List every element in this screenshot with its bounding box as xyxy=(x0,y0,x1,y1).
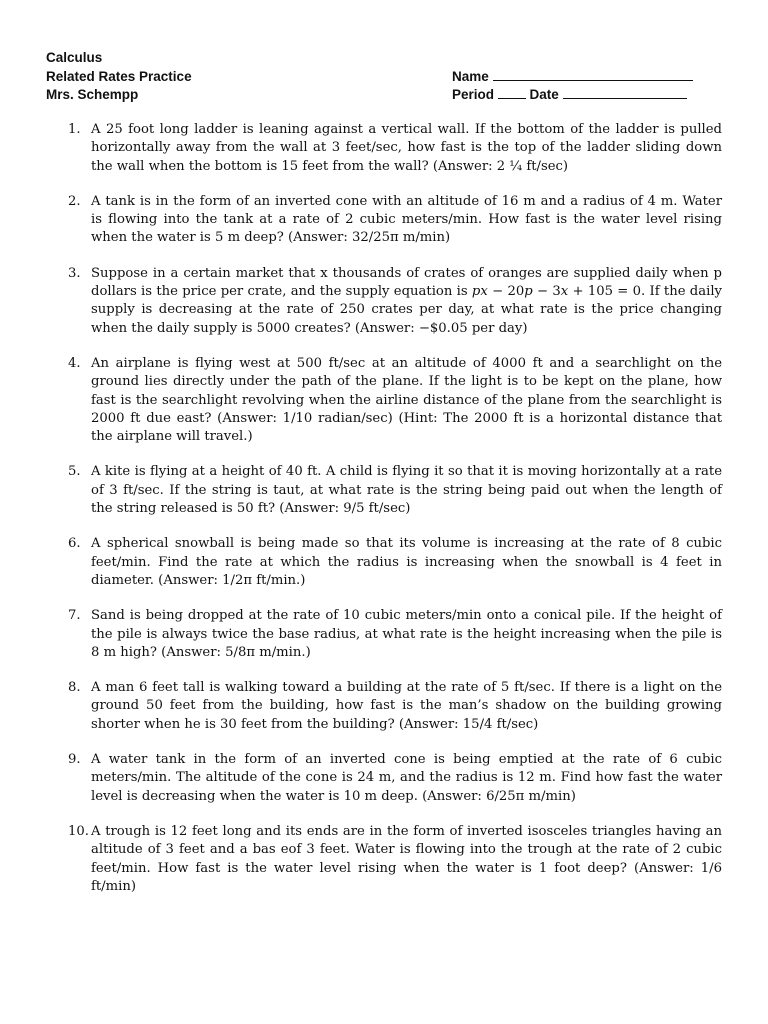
problem-number: 6. xyxy=(68,536,81,552)
problem-text: Sand is being dropped at the rate of 10 cubic meters/min onto a conical pile. If the height of the pile is always twice the base radius, at what rate is the height increasing when the pile is 8 m high? (Answer: 5/8π m/min.) xyxy=(91,608,722,660)
problem-number: 1. xyxy=(68,122,81,137)
problem-number: 10. xyxy=(68,823,89,839)
problem-number: 7. xyxy=(68,608,81,624)
problem-item xyxy=(46,193,722,248)
problem-text: A spherical snowball is being made so that its volume is increasing at the rate of 8 cubic feet/min. Find the rate at which the radius is increasing when the snowball is 4 feet in diameter. (Answer: 1/2π ft/min.) xyxy=(91,536,722,588)
period-blank[interactable] xyxy=(498,86,526,99)
teacher-name: Mrs. Schempp xyxy=(46,87,139,102)
problem-item xyxy=(46,823,722,896)
problem-text: A water tank in the form of an inverted cone is being emptied at the rate of 6 cubic meters/min. The altitude of the cone is 24 m, and the radius is 12 m. Find how fast the water level is decreasing when the water is 10 m deep. (Answer: 6/25π m/min) xyxy=(91,752,722,804)
problem-number: 9. xyxy=(68,752,81,768)
problem-item xyxy=(46,751,722,806)
problem-item xyxy=(46,121,722,176)
problem-item xyxy=(46,607,722,662)
header-right xyxy=(452,68,693,105)
problem-number: 5. xyxy=(68,464,81,480)
problem-text: A kite is flying at a height of 40 ft. A child is flying it so that it is moving horizontally at a rate of 3 ft/sec. If the string is taut, at what rate is the string being paid out when the length of the string released is 50 ft? (Answer: 9/5 ft/sec) xyxy=(91,464,722,517)
period-label: Period xyxy=(452,87,495,102)
problem-number: 4. xyxy=(68,355,81,371)
date-blank[interactable] xyxy=(563,86,687,99)
problem-text: Suppose in a certain market that x thousands of crates of oranges are supplied daily when p dollars is the price per crate, and the supply equation is 𝑝𝑥 − 20𝑝 − 3𝑥 + 105 = 0. If the daily supply is decreasing at the rate of 250 crates per day, at what rate is the price changing when the daily supply is 5000 creates? (Answer: −$0.05 per day) xyxy=(91,265,722,336)
problem-text: A 25 foot long ladder is leaning against a vertical wall. If the bottom of the ladder is pulled horizontally away from the wall at 3 feet/sec, how fast is the top of the ladder sliding down the wall when the bottom is 15 feet from the wall? (Answer: 2 ¼ ft/sec) xyxy=(91,122,722,174)
problem-item xyxy=(46,463,722,518)
period-date-row xyxy=(452,86,693,105)
header-left xyxy=(46,49,192,105)
problem-number: 3. xyxy=(68,265,81,281)
name-label: Name xyxy=(452,68,489,84)
problem-text: A man 6 feet tall is walking toward a building at the rate of 5 ft/sec. If there is a light on the ground 50 feet from the building, how fast is the man’s shadow on the building growing shorter when he is 30 feet from the building? (Answer: 15/4 ft/sec) xyxy=(91,680,722,732)
worksheet-title: Related Rates Practice xyxy=(46,68,192,84)
problem-list xyxy=(46,121,722,913)
name-row xyxy=(452,68,693,87)
problem-number: 2. xyxy=(68,193,81,209)
problem-item xyxy=(46,265,722,338)
name-blank[interactable] xyxy=(493,68,693,81)
problem-text: A tank is in the form of an inverted cone with an altitude of 16 m and a radius of 4 m. Water is flowing into the tank at a rate of 2 cubic meters/min. How fast is the water level rising when the water is 5 m deep? (Answer: 32/25π m/min) xyxy=(91,193,722,246)
problem-text: A trough is 12 feet long and its ends are in the form of inverted isosceles triangles having an altitude of 3 feet and a bas eof 3 feet. Water is flowing into the trough at the rate of 2 cubic feet/min. How fast is the water level rising when the water is 1 foot deep? (Answer: 1/6 ft/min) xyxy=(91,823,722,894)
problem-number: 8. xyxy=(68,680,81,696)
date-label: Date xyxy=(529,87,559,102)
course-title: Calculus xyxy=(46,50,103,65)
problem-item xyxy=(46,679,722,734)
problem-item xyxy=(46,355,722,446)
problem-text: An airplane is flying west at 500 ft/sec at an altitude of 4000 ft and a searchlight on the ground lies directly under the path of the plane. If the light is to be kept on the plane, how fast is the searchlight revolving when the airline distance of the plane from the searchlight is 2000 ft due east? (Answer: 1/10 radian/sec) (Hint: The 2000 ft is a horizontal distance that the airplane will travel.) xyxy=(91,355,722,445)
problem-item xyxy=(46,535,722,590)
